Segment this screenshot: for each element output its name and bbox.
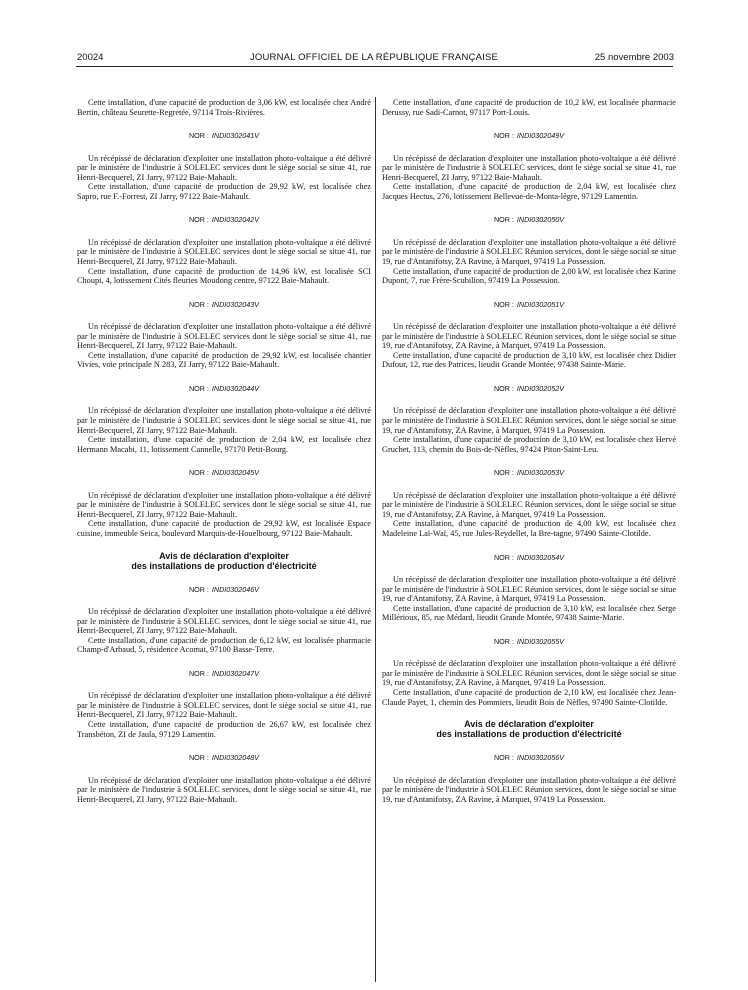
notice bbox=[382, 637, 676, 707]
recepisse-paragraph: Un récépissé de déclaration d'exploiter une installation photo-voltaïque a été délivré par le ministère de l'industrie à SOLELEC Réunion services, dont le siège social se situe 19, rue d'Antanifotsy, ZA Ravine, à Marquet, 97419 La Possession. bbox=[382, 237, 676, 267]
recepisse-paragraph: Un récépissé de déclaration d'exploiter une installation photo-voltaïque a été délivré par le ministère de l'industrie à SOLELEC services, dont le siège social se situe 41, rue Henri-Becquerel, ZI Jarry, 97122 Baie-Mahault. bbox=[382, 153, 676, 182]
notice bbox=[382, 384, 676, 454]
nor-reference bbox=[77, 131, 371, 141]
nor-label: NOR : bbox=[493, 552, 514, 562]
notice bbox=[77, 131, 371, 201]
recepisse-paragraph: Un récépissé de déclaration d'exploiter une installation photo-voltaïque a été délivré par le ministère de l'industrie à SOLELEC services, dont le siège social se situe 41, rue Henri-Becquerel, ZI Jarry, 97122 Baie-Mahault. bbox=[77, 607, 371, 636]
installation-paragraph: Cette installation, d'une capacité de production de 4,00 kW, est localisée chez Madeleine Laï-Waï, 45, rue Jules-Reydellet, la Bre-tagne, 97490 Sainte-Clotilde. bbox=[382, 519, 676, 538]
nor-reference bbox=[382, 468, 676, 478]
notice bbox=[77, 753, 371, 804]
nor-code: INDI0302043V bbox=[211, 299, 260, 309]
recepisse-paragraph: Un récépissé de déclaration d'exploiter une installation photo-voltaïque a été délivré par le ministère de l'industrie à SOLELEC Réunion services, dont le siège social se situe 19, rue d'Antanifotsy, ZA Ravine, à Marquet, 97419 La Possession. bbox=[382, 406, 676, 435]
nor-label: NOR : bbox=[188, 383, 209, 393]
nor-code: INDI0302054V bbox=[516, 552, 565, 562]
installation-paragraph: Cette installation, d'une capacité de production de 2,10 kW, est localisée chez Jean-Claude Payet, 1, chemin des Pommiers, lieudit Bois de Nèfles, 97490 Sainte-Clotilde. bbox=[382, 687, 676, 707]
nor-code: INDI0302041V bbox=[211, 131, 260, 141]
nor-label: NOR : bbox=[493, 753, 514, 763]
nor-label: NOR : bbox=[493, 215, 514, 225]
intro-paragraph: Cette installation, d'une capacité de production de 10,2 kW, est localisée pharmacie Derussy, rue Sadi-Carnot, 97117 Port-Louis. bbox=[382, 98, 676, 117]
nor-code: INDI0302055V bbox=[516, 636, 565, 646]
header-rule bbox=[76, 66, 673, 67]
notice bbox=[382, 300, 676, 370]
nor-label: NOR : bbox=[493, 299, 514, 309]
nor-label: NOR : bbox=[188, 468, 209, 478]
nor-code: INDI0302051V bbox=[516, 299, 565, 309]
left-column bbox=[77, 98, 371, 804]
recepisse-paragraph: Un récépissé de déclaration d'exploiter une installation photo-voltaïque a été délivré par le ministère de l'industrie à SOLELEC Réunion services, dont le siège social se situe 19, rue d'Antanifotsy, ZA Ravine, à Marquet, 97419 La Possession. bbox=[382, 490, 676, 519]
nor-code: INDI0302050V bbox=[516, 215, 565, 225]
journal-title: JOURNAL OFFICIEL DE LA RÉPUBLIQUE FRANÇAISE bbox=[249, 52, 499, 63]
nor-reference bbox=[382, 131, 676, 141]
nor-label: NOR : bbox=[493, 636, 514, 646]
notice bbox=[77, 585, 371, 655]
notice bbox=[382, 753, 676, 804]
nor-code: INDI0302042V bbox=[211, 215, 260, 225]
recepisse-paragraph: Un récépissé de déclaration d'exploiter une installation photo-voltaïque a été délivré par le ministère de l'industrie à SOLELEC Réunion services, dont le siège social se situe 19, rue d'Antanifotsy, ZA Ravine, à Marquet, 97419 La Possession. bbox=[382, 775, 676, 804]
recepisse-paragraph: Un récépissé de déclaration d'exploiter une installation photo-voltaïque a été délivré par le ministère de l'industrie à SOLELEC Réunion services, dont le siège social se situe 19, rue d'Antanifotsy, ZA Ravine, à Marquet, 97419 La Possession. bbox=[382, 575, 676, 604]
nor-label: NOR : bbox=[493, 468, 514, 478]
nor-code: INDI0302047V bbox=[211, 668, 260, 678]
intro-paragraph: Cette installation, d'une capacité de production de 3,06 kW, est localisée chez André Bertin, château Seurette-Regretée, 97114 Trois-Rivières. bbox=[77, 98, 371, 117]
nor-reference bbox=[77, 468, 371, 478]
section-heading-line2: des installations de production d'électricité bbox=[131, 560, 317, 571]
nor-code: INDI0302056V bbox=[516, 753, 565, 763]
nor-label: NOR : bbox=[188, 753, 209, 763]
notice bbox=[382, 553, 676, 623]
nor-label: NOR : bbox=[493, 131, 514, 141]
nor-code: INDI0302044V bbox=[211, 383, 260, 393]
nor-code: INDI0302046V bbox=[211, 584, 260, 594]
nor-label: NOR : bbox=[188, 299, 209, 309]
recepisse-paragraph: Un récépissé de déclaration d'exploiter une installation photo-voltaïque a été délivré par le ministère de l'industrie à SOLELEC services dont le siège social se situe 41, rue Henri-Becquerel, ZI Jarry, 97122 Baie-Mahault. bbox=[77, 237, 371, 267]
installation-paragraph: Cette installation, d'une capacité de production de 6,12 kW, est localisée pharmacie Champ-d'Arbaud, 5, résidence Acomat, 97100 Basse-Terre. bbox=[77, 635, 371, 655]
nor-code: INDI0302049V bbox=[516, 131, 565, 141]
nor-reference bbox=[77, 300, 371, 310]
installation-paragraph: Cette installation, d'une capacité de production de 26,67 kW, est localisée chez Transbéton, ZI de Jaula, 97129 Lamentin. bbox=[77, 719, 371, 739]
nor-label: NOR : bbox=[188, 668, 209, 678]
nor-code: INDI0302045V bbox=[211, 468, 260, 478]
recepisse-paragraph: Un récépissé de déclaration d'exploiter une installation photo-voltaïque a été délivré par le ministère de l'industrie à SOLELEC services dont le siège social se situe 41, rue Henri-Becquerel, ZI Jarry, 97122 Baie-Mahault. bbox=[77, 153, 371, 182]
notice bbox=[77, 468, 371, 538]
nor-reference bbox=[382, 553, 676, 563]
installation-paragraph: Cette installation, d'une capacité de production de 3,10 kW, est localisée chez Didier Dufour, 12, rue des Patrices, lieudit Grande Montée, 97438 Sainte-Marie. bbox=[382, 350, 676, 370]
notice bbox=[382, 468, 676, 538]
nor-reference bbox=[77, 384, 371, 394]
notice bbox=[382, 131, 676, 201]
installation-paragraph: Cette installation, d'une capacité de production de 14,96 kW, est localisée SCI Choupi, 4, lotissement Cités fleuries Moudong centre, 97122 Baie-Mahault. bbox=[77, 266, 371, 286]
installation-paragraph: Cette installation, d'une capacité de production de 2,00 kW, est localisée chez Karine Dupont, 7, rue Frère-Scubilion, 97419 La Possession. bbox=[382, 266, 676, 286]
recepisse-paragraph: Un récépissé de déclaration d'exploiter une installation photo-voltaïque a été délivré par le ministère de l'industrie à SOLELEC Réunion services, dont le siège social se situe 19, rue d'Antanifotsy, ZA Ravine, à Marquet, 97419 La Possession. bbox=[382, 322, 676, 351]
nor-reference bbox=[382, 215, 676, 225]
nor-label: NOR : bbox=[493, 383, 514, 393]
nor-label: NOR : bbox=[188, 584, 209, 594]
installation-paragraph: Cette installation, d'une capacité de production de 29,92 kW, est localisée chantier Vivies, voie principale N 283, ZI Jarry, 97122 Baie-Mahault. bbox=[77, 350, 371, 370]
right-column bbox=[382, 98, 676, 804]
nor-code: INDI0302053V bbox=[516, 468, 565, 478]
installation-paragraph: Cette installation, d'une capacité de production de 29,92 kW, est localisée chez Sapro, rue F.-Forrest, ZI Jarry, 97122 Baie-Mahault. bbox=[77, 182, 371, 201]
installation-paragraph: Cette installation, d'une capacité de production de 2,04 kW, est localisée chez Hermann Macabi, 11, lotissement Cannelle, 97170 Petit-Bourg. bbox=[77, 435, 371, 454]
section-heading bbox=[382, 719, 676, 739]
recepisse-paragraph: Un récépissé de déclaration d'exploiter une installation photo-voltaïque a été délivré par le ministère de l'industrie à SOLELEC services dont le siège social se situe 41, rue Henri-Becquerel, ZI Jarry, 97122 Baie-Mahault. bbox=[77, 406, 371, 435]
section-heading bbox=[77, 551, 371, 571]
nor-reference bbox=[77, 215, 371, 225]
nor-reference bbox=[77, 753, 371, 763]
nor-reference bbox=[77, 669, 371, 679]
section-heading-line1: Avis de déclaration d'exploiter bbox=[159, 550, 289, 561]
nor-code: INDI0302048V bbox=[211, 753, 260, 763]
recepisse-paragraph: Un récépissé de déclaration d'exploiter une installation photo-voltaïque a été délivré par le ministère de l'industrie à SOLELEC services dont le siège social se situe 41, rue Henri-Becquerel, ZI Jarry, 97122 Baie-Mahault. bbox=[77, 490, 371, 519]
nor-reference bbox=[382, 300, 676, 310]
recepisse-paragraph: Un récépissé de déclaration d'exploiter une installation photo-voltaïque a été délivré par le ministère de l'industrie à SOLELEC Réunion services, dont le siège social se situe 19, rue d'Antanifotsy, ZA Ravine, à Marquet, 97419 La Possession. bbox=[382, 659, 676, 688]
section-heading-line1: Avis de déclaration d'exploiter bbox=[464, 719, 594, 730]
installation-paragraph: Cette installation, d'une capacité de production de 2,04 kW, est localisée chez Jacques Hectus, 276, lotissement Bellevue-de-Monta-lègre, 97129 Lamentin. bbox=[382, 182, 676, 201]
page-header bbox=[0, 0, 748, 66]
page-number: 20024 bbox=[77, 52, 104, 63]
recepisse-paragraph: Un récépissé de déclaration d'exploiter une installation photo-voltaïque a été délivré par le ministère de l'industrie à SOLELEC services dont le siège social se situe 41, rue Henri-Becquerel, ZI Jarry, 97122 Baie-Mahault. bbox=[77, 322, 371, 351]
notice bbox=[77, 215, 371, 285]
installation-paragraph: Cette installation, d'une capacité de production de 3,10 kW, est localisée chez Hervé Gruchet, 113, chemin du Bois-de-Nèfles, 97424 Piton-Saint-Leu. bbox=[382, 435, 676, 454]
recepisse-paragraph: Un récépissé de déclaration d'exploiter une installation photo-voltaïque a été délivré par le ministère de l'industrie à SOLELEC services, dont le siège social se situe 41, rue Henri-Becquerel, ZI Jarry, 97122 Baie-Mahault. bbox=[77, 691, 371, 720]
installation-paragraph: Cette installation, d'une capacité de production de 29,92 kW, est localisée Espace cuisine, immeuble Seica, boulevard Marquis-de-Houelbourg, 97122 Baie-Mahault. bbox=[77, 519, 371, 538]
nor-label: NOR : bbox=[188, 131, 209, 141]
nor-reference bbox=[382, 753, 676, 763]
column-divider bbox=[375, 97, 376, 982]
notice bbox=[77, 384, 371, 454]
notice bbox=[77, 669, 371, 739]
publication-date: 25 novembre 2003 bbox=[594, 52, 674, 63]
nor-reference bbox=[382, 637, 676, 647]
nor-label: NOR : bbox=[188, 215, 209, 225]
recepisse-paragraph: Un récépissé de déclaration d'exploiter une installation photo-voltaïque a été délivré par le ministère de l'industrie à SOLELEC services, dont le siège social se situe 41, rue Henri-Becquerel, ZI Jarry, 97122 Baie-Mahault. bbox=[77, 775, 371, 804]
nor-reference bbox=[77, 585, 371, 595]
installation-paragraph: Cette installation, d'une capacité de production de 3,10 kW, est localisée chez Serge Millérioux, 85, rue Médard, lieudit Grande Montée, 97438 Sainte-Marie. bbox=[382, 603, 676, 623]
section-heading-line2: des installations de production d'électricité bbox=[436, 729, 622, 740]
notice bbox=[77, 300, 371, 370]
nor-code: INDI0302052V bbox=[516, 383, 565, 393]
notice bbox=[382, 215, 676, 285]
nor-reference bbox=[382, 384, 676, 394]
